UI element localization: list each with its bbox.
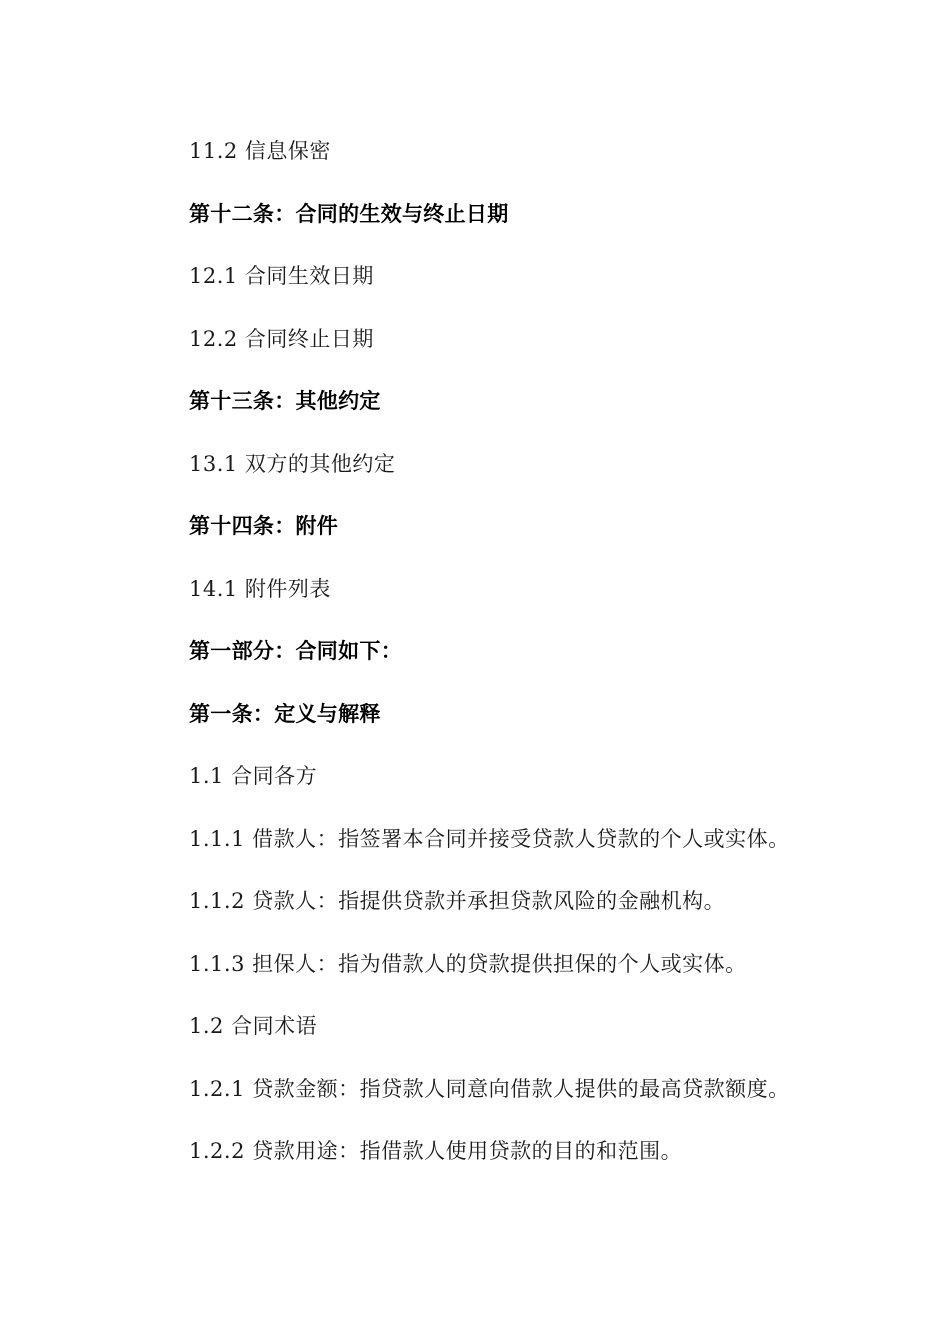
clause-line: 1.2.1 贷款金额：指贷款人同意向借款人提供的最高贷款额度。 [189,1076,790,1101]
article-heading: 第十四条：附件 [189,514,339,538]
article-heading: 第一条：定义与解释 [189,701,381,726]
clause-line: 14.1 附件列表 [189,576,331,601]
clause-line: 1.2 合同术语 [189,1014,318,1038]
clause-line: 1.1 合同各方 [189,764,318,788]
document-body [189,132,889,1195]
clause-line: 1.2.2 贷款用途：指借款人使用贷款的目的和范围。 [189,1139,683,1163]
article-heading: 第十二条：合同的生效与终止日期 [189,201,509,226]
article-heading: 第十三条：其他约定 [189,389,381,413]
clause-line: 12.2 合同终止日期 [189,326,374,351]
clause-line: 12.1 合同生效日期 [189,264,374,288]
clause-line: 1.1.2 贷款人：指提供贷款并承担贷款风险的金融机构。 [189,889,726,913]
part-heading: 第一部分：合同如下： [189,639,402,663]
clause-line: 1.1.3 担保人：指为借款人的贷款提供担保的个人或实体。 [189,951,747,976]
clause-line: 11.2 信息保密 [189,139,331,163]
clause-line: 1.1.1 借款人：指签署本合同并接受贷款人贷款的个人或实体。 [189,826,790,851]
clause-line: 13.1 双方的其他约定 [189,451,396,476]
